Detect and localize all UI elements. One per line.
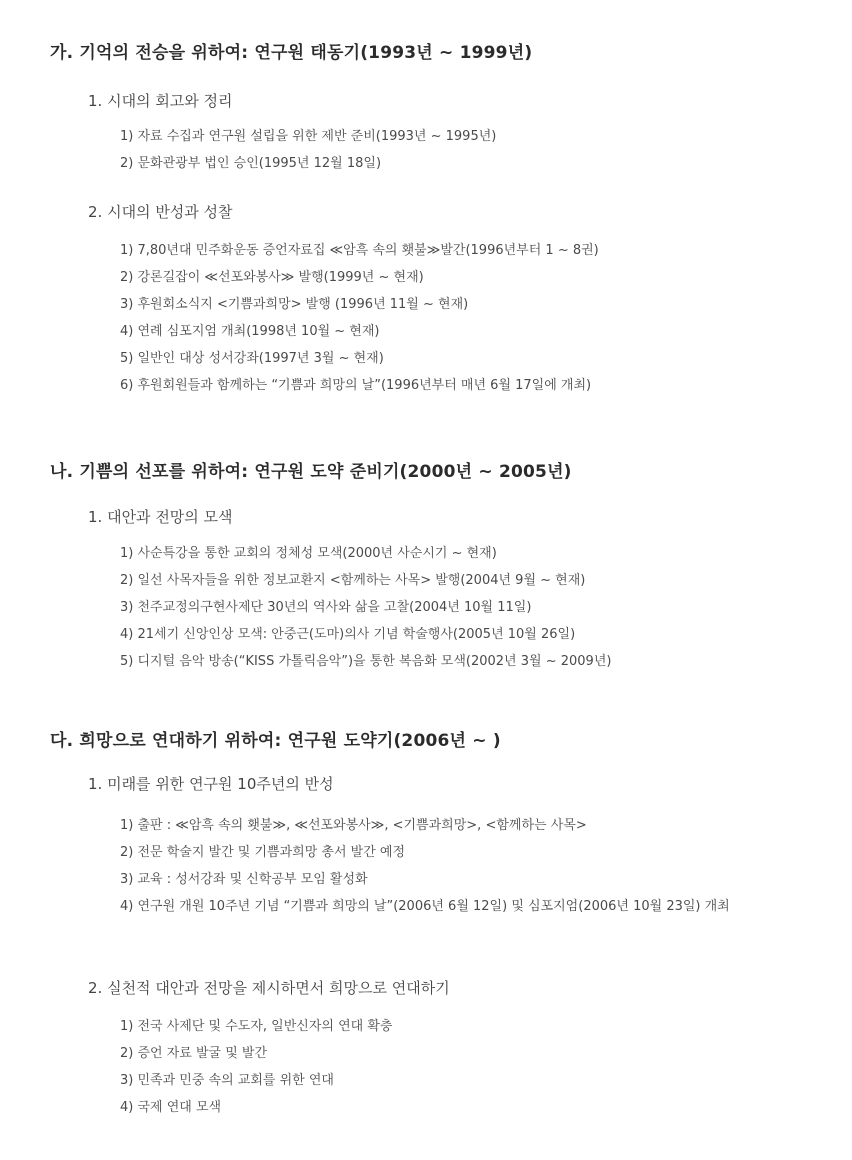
section-title: 다. 희망으로 연대하기 위하여: 연구원 도약기(2006년 ~ ) [50,731,501,751]
subsection-title: 1. 대안과 전망의 모색 [88,508,233,526]
item-list [120,1013,820,1121]
list-item: 5) 디지털 음악 방송(“KISS 가톨릭음악”)을 통한 복음화 모색(2002년 3월 ~ 2009년) [120,654,612,669]
list-item: 1) 사순특강을 통한 교회의 정체성 모색(2000년 사순시기 ~ 현재) [120,546,497,561]
list-item: 4) 연례 심포지엄 개최(1998년 10월 ~ 현재) [120,324,380,339]
list-item: 6) 후원회원들과 함께하는 “기쁨과 희망의 날”(1996년부터 매년 6월 17일에 개최) [120,378,592,393]
list-item: 2) 증언 자료 발굴 및 발간 [120,1046,268,1061]
list-item: 4) 연구원 개원 10주년 기념 “기쁨과 희망의 날”(2006년 6월 12일) 및 심포지엄(2006년 10월 23일) 개최 [120,899,730,914]
list-item: 1) 출판 : ≪암흑 속의 횃불≫, ≪선포와봉사≫, <기쁨과희망>, <함께하는 사목> [120,818,587,833]
list-item: 2) 일선 사목자들을 위한 정보교환지 <함께하는 사목> 발행(2004년 9월 ~ 현재) [120,573,586,588]
list-item: 2) 강론길잡이 ≪선포와봉사≫ 발행(1999년 ~ 현재) [120,270,424,285]
list-item: 3) 교육 : 성서강좌 및 신학공부 모임 활성화 [120,872,368,887]
subsection-title: 1. 미래를 위한 연구원 10주년의 반성 [88,775,334,793]
list-item: 1) 자료 수집과 연구원 설립을 위한 제반 준비(1993년 ~ 1995년) [120,129,497,144]
section-title: 나. 기쁨의 선포를 위하여: 연구원 도약 준비기(2000년 ~ 2005년) [50,462,572,482]
list-item: 1) 전국 사제단 및 수도자, 일반신자의 연대 확충 [120,1019,393,1034]
section-title: 가. 기억의 전승을 위하여: 연구원 태동기(1993년 ~ 1999년) [50,43,533,63]
list-item: 4) 21세기 신앙인상 모색: 안중근(도마)의사 기념 학술행사(2005년 10월 26일) [120,627,576,642]
list-item: 5) 일반인 대상 성서강좌(1997년 3월 ~ 현재) [120,351,384,366]
item-list [120,123,820,177]
subsection-title: 1. 시대의 회고와 정리 [88,92,233,110]
subsection-title: 2. 실천적 대안과 전망을 제시하면서 희망으로 연대하기 [88,979,450,997]
list-item: 2) 문화관광부 법인 승인(1995년 12월 18일) [120,156,382,171]
list-item: 2) 전문 학술지 발간 및 기쁨과희망 총서 발간 예정 [120,845,406,860]
item-list [120,237,820,399]
list-item: 3) 후원회소식지 <기쁨과희망> 발행 (1996년 11월 ~ 현재) [120,297,469,312]
list-item: 3) 천주교정의구현사제단 30년의 역사와 삶을 고찰(2004년 10월 11일) [120,600,532,615]
list-item: 1) 7,80년대 민주화운동 증언자료집 ≪암흑 속의 횃불≫발간(1996년부터 1 ~ 8권) [120,243,599,258]
list-item: 3) 민족과 민중 속의 교회를 위한 연대 [120,1073,334,1088]
subsection-title: 2. 시대의 반성과 성찰 [88,203,233,221]
item-list [120,812,820,920]
item-list [120,540,820,675]
list-item: 4) 국제 연대 모색 [120,1100,222,1115]
